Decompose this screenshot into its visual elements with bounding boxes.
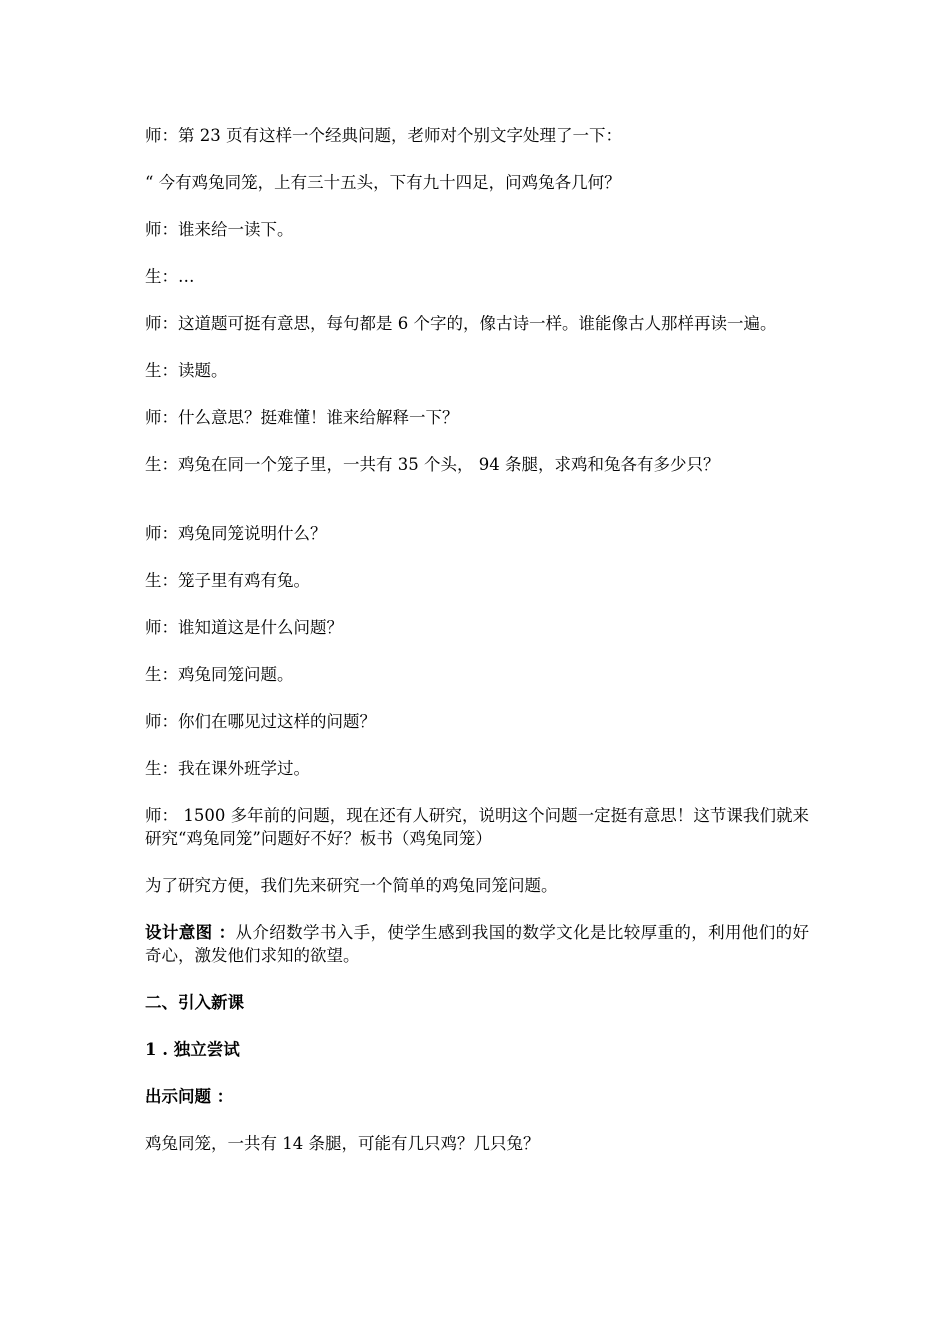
paragraph: 师：什么意思？挺难懂！谁来给解释一下？: [145, 408, 459, 427]
paragraph: 师：谁知道这是什么问题？: [145, 618, 343, 637]
design-intent-label: 设计意图 ：: [145, 923, 236, 942]
paragraph: 师：鸡兔同笼说明什么？: [145, 524, 327, 543]
show-problem-label: 出示问题 ：: [145, 1087, 234, 1106]
paragraph: 为了研究方便，我们先来研究一个简单的鸡兔同笼问题。: [145, 876, 558, 895]
paragraph: 生：…: [145, 267, 195, 286]
paragraph: 师： 1500 多年前的问题，现在还有人研究，说明这个问题一定挺有意思！这节课我们就来研究“鸡兔同笼”问题好不好？板书（鸡兔同笼）: [145, 806, 809, 848]
paragraph: 师：这道题可挺有意思，每句都是 6 个字的，像古诗一样。谁能像古人那样再读一遍。: [145, 314, 777, 333]
design-intent-text: 从介绍数学书入手，使学生感到我国的数学文化是比较厚重的，利用他们的好奇心，激发他们求知的欲望。: [145, 923, 809, 965]
paragraph: 师：谁来给一读下。: [145, 220, 294, 239]
paragraph: 生：鸡兔同笼问题。: [145, 665, 294, 684]
paragraph: 师：你们在哪见过这样的问题？: [145, 712, 376, 731]
problem-text: 鸡兔同笼，一共有 14 条腿，可能有几只鸡？几只兔？: [145, 1134, 540, 1153]
design-intent-paragraph: [145, 921, 809, 967]
section-heading: 二、引入新课: [145, 993, 244, 1012]
paragraph: 生：鸡兔在同一个笼子里，一共有 35 个头， 94 条腿，求鸡和兔各有多少只？: [145, 455, 720, 474]
paragraph: 生：笼子里有鸡有兔。: [145, 571, 310, 590]
document-page: [145, 124, 809, 1179]
paragraph: 生：我在课外班学过。: [145, 759, 310, 778]
subsection-heading: 1 . 独立尝试: [145, 1040, 240, 1059]
paragraph: 师：第 23 页有这样一个经典问题，老师对个别文字处理了一下：: [145, 126, 622, 145]
paragraph: “ 今有鸡兔同笼，上有三十五头，下有九十四足，问鸡兔各几何？: [145, 173, 621, 192]
paragraph: 生：读题。: [145, 361, 228, 380]
